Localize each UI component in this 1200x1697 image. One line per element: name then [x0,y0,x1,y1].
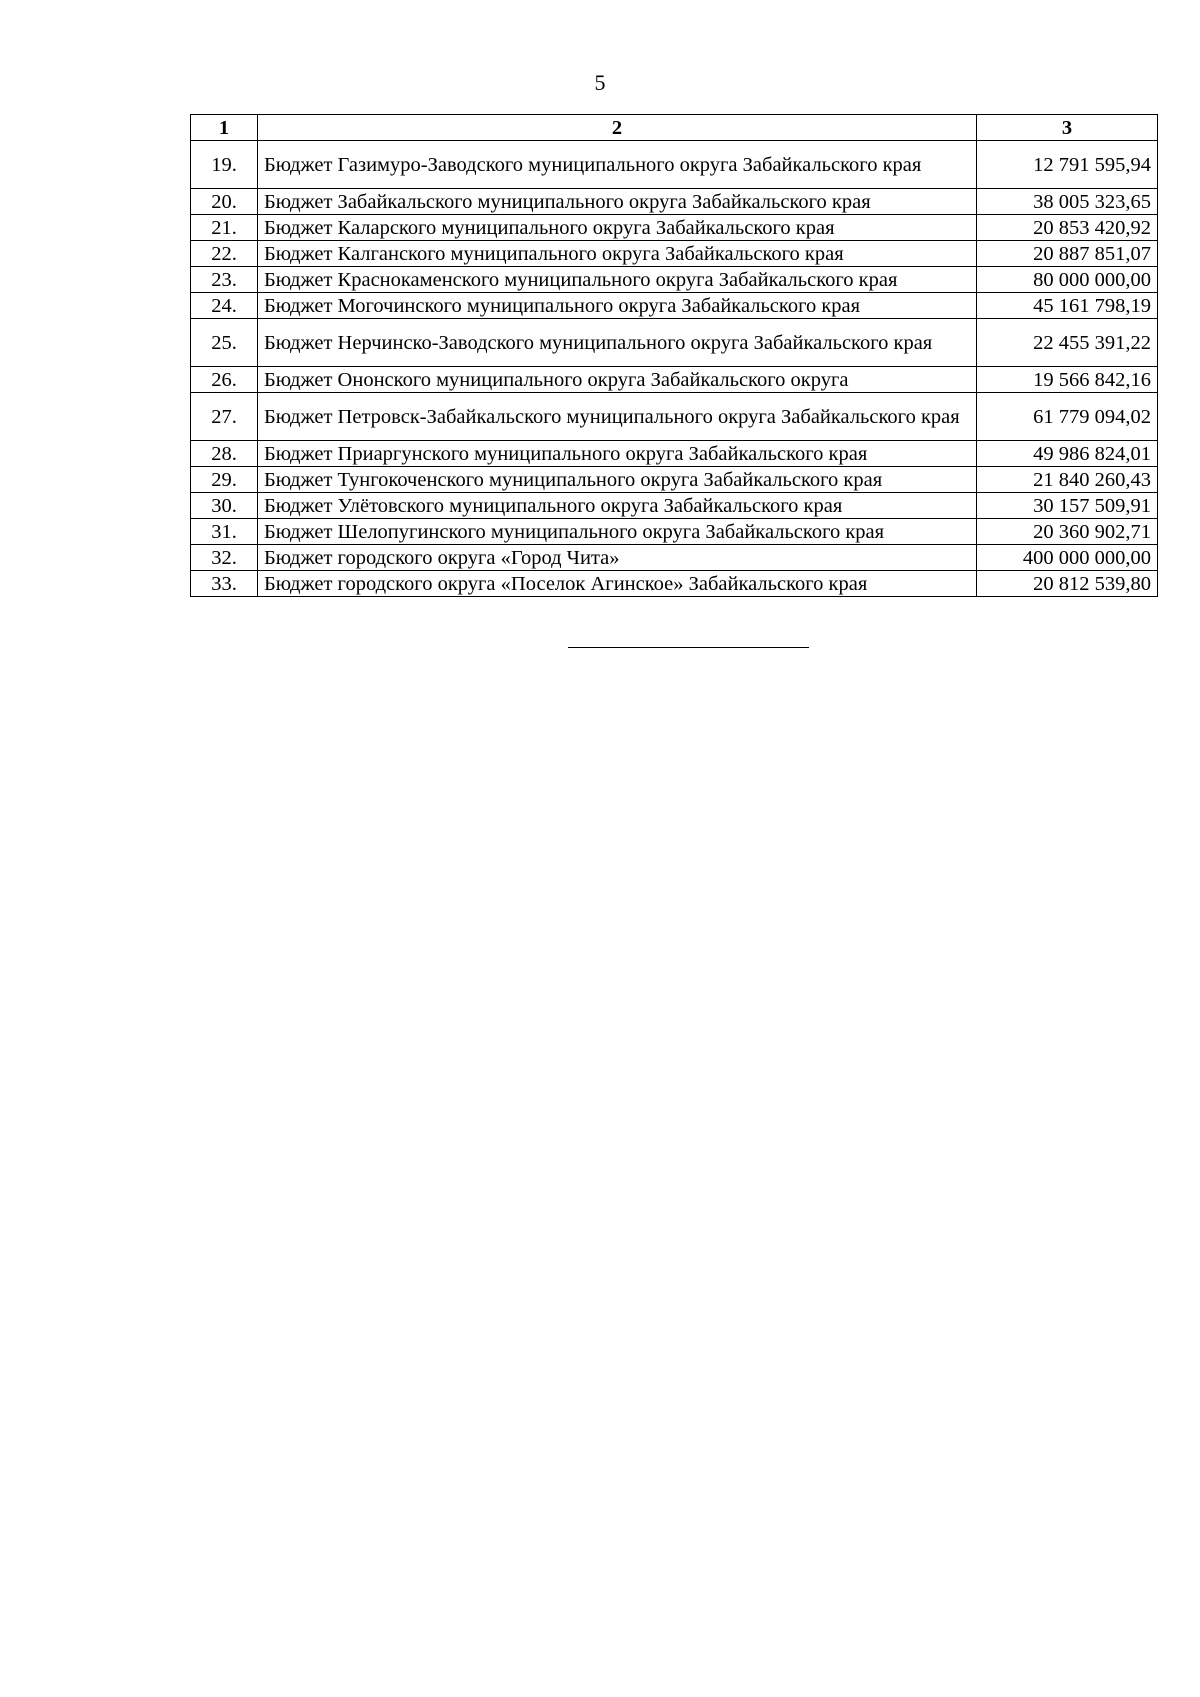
budget-name: Бюджет Петровск-Забайкальского муниципального округа Забайкальского края [258,393,977,441]
header-col-2: 2 [258,115,977,141]
table-row [191,519,1158,545]
budget-name: Бюджет Забайкальского муниципального округа Забайкальского края [258,189,977,215]
budget-amount: 80 000 000,00 [977,267,1158,293]
header-col-3: 3 [977,115,1158,141]
table-row [191,441,1158,467]
budget-table [190,114,1158,597]
table-row [191,367,1158,393]
row-number: 23. [191,267,258,293]
budget-name: Бюджет Могочинского муниципального округа Забайкальского края [258,293,977,319]
table-row [191,267,1158,293]
row-number: 29. [191,467,258,493]
budget-name: Бюджет Ононского муниципального округа Забайкальского округа [258,367,977,393]
table-body [191,141,1158,597]
table-row [191,467,1158,493]
budget-amount: 20 853 420,92 [977,215,1158,241]
row-number: 19. [191,141,258,189]
table-row [191,493,1158,519]
row-number: 25. [191,319,258,367]
table-row [191,393,1158,441]
budget-amount: 400 000 000,00 [977,545,1158,571]
budget-amount: 22 455 391,22 [977,319,1158,367]
row-number: 31. [191,519,258,545]
table-row [191,293,1158,319]
budget-name: Бюджет Калганского муниципального округа Забайкальского края [258,241,977,267]
row-number: 27. [191,393,258,441]
table-row [191,241,1158,267]
header-col-1: 1 [191,115,258,141]
table-row [191,189,1158,215]
table-row [191,141,1158,189]
budget-amount: 38 005 323,65 [977,189,1158,215]
page-number: 5 [594,70,606,95]
budget-name: Бюджет Газимуро-Заводского муниципального округа Забайкальского края [258,141,977,189]
row-number: 33. [191,571,258,597]
table-row [191,319,1158,367]
budget-name: Бюджет Каларского муниципального округа Забайкальского края [258,215,977,241]
row-number: 22. [191,241,258,267]
budget-amount: 45 161 798,19 [977,293,1158,319]
budget-amount: 12 791 595,94 [977,141,1158,189]
budget-amount: 19 566 842,16 [977,367,1158,393]
budget-amount: 20 812 539,80 [977,571,1158,597]
row-number: 28. [191,441,258,467]
budget-name: Бюджет Нерчинско-Заводского муниципального округа Забайкальского края [258,319,977,367]
table-row [191,571,1158,597]
row-number: 21. [191,215,258,241]
budget-name: Бюджет городского округа «Город Чита» [258,545,977,571]
budget-amount: 61 779 094,02 [977,393,1158,441]
row-number: 30. [191,493,258,519]
budget-amount: 21 840 260,43 [977,467,1158,493]
end-divider [568,647,809,648]
budget-name: Бюджет Краснокаменского муниципального округа Забайкальского края [258,267,977,293]
table-row [191,215,1158,241]
budget-amount: 20 887 851,07 [977,241,1158,267]
row-number: 26. [191,367,258,393]
budget-name: Бюджет Приаргунского муниципального округа Забайкальского края [258,441,977,467]
budget-name: Бюджет Тунгокоченского муниципального округа Забайкальского края [258,467,977,493]
table-row [191,545,1158,571]
row-number: 20. [191,189,258,215]
budget-name: Бюджет городского округа «Поселок Агинское» Забайкальского края [258,571,977,597]
budget-name: Бюджет Шелопугинского муниципального округа Забайкальского края [258,519,977,545]
budget-amount: 49 986 824,01 [977,441,1158,467]
row-number: 32. [191,545,258,571]
table-header-row [191,115,1158,141]
budget-amount: 20 360 902,71 [977,519,1158,545]
row-number: 24. [191,293,258,319]
budget-name: Бюджет Улётовского муниципального округа Забайкальского края [258,493,977,519]
budget-amount: 30 157 509,91 [977,493,1158,519]
